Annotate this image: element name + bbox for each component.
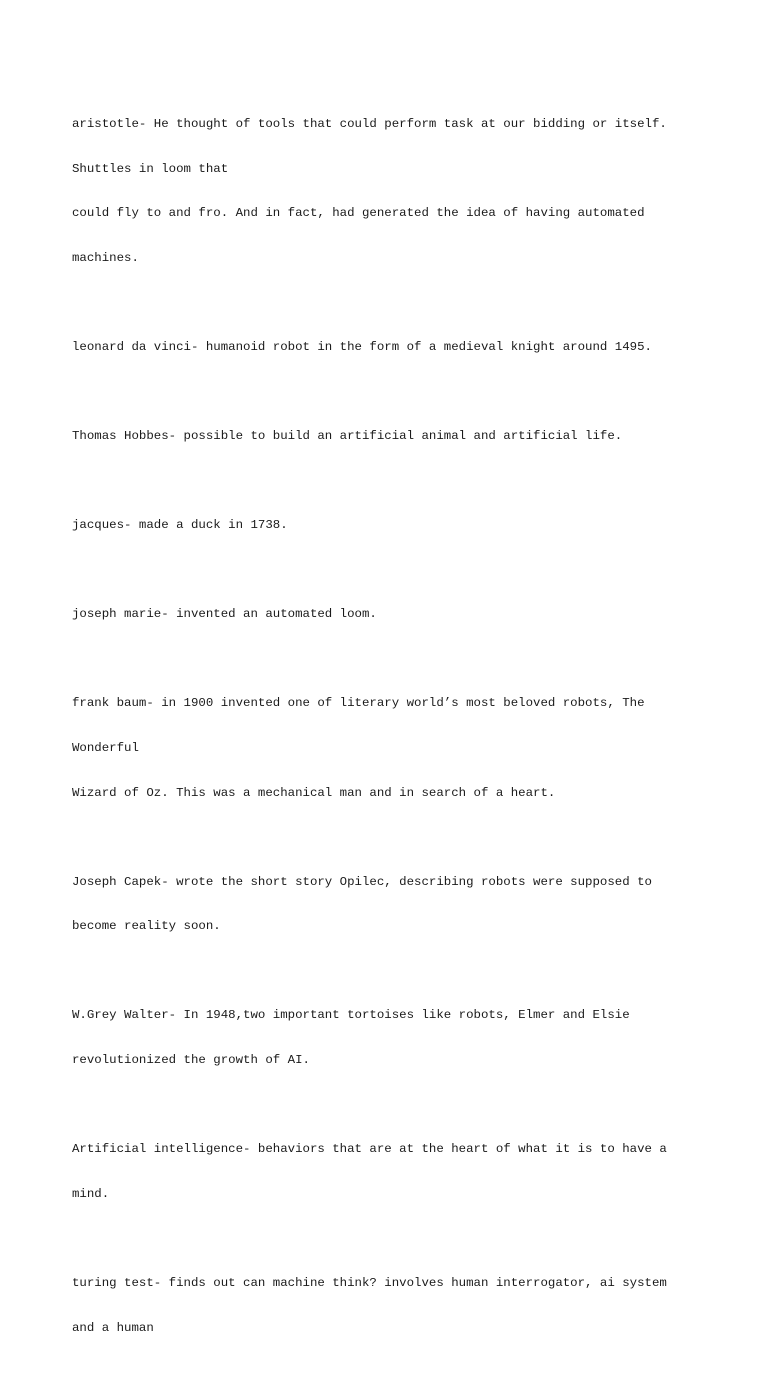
paragraph-da-vinci [72, 310, 692, 385]
text-line: Shuttles in loom that [72, 161, 229, 176]
text-line: turing test- finds out can machine think? involves human interrogator, ai system [72, 1275, 667, 1290]
text-line: Joseph Capek- wrote the short story Opilec, describing robots were supposed to [72, 874, 652, 889]
paragraph-turing-test [72, 1246, 692, 1365]
text-line: aristotle- He thought of tools that could perform task at our bidding or itself. [72, 116, 667, 131]
paragraph-aristotle [72, 87, 692, 296]
text-line: frank baum- in 1900 invented one of literary world’s most beloved robots, The [72, 696, 645, 711]
text-line: could fly to and fro. And in fact, had generated the idea of having automated [72, 206, 645, 221]
text-line: and a human [72, 1320, 154, 1335]
text-line: Thomas Hobbes- possible to build an artificial animal and artificial life. [72, 429, 623, 444]
paragraph-artificial-intelligence [72, 1112, 692, 1231]
paragraph-capek [72, 845, 692, 964]
paragraph-jacques [72, 488, 692, 563]
paragraph-joseph-marie [72, 577, 692, 652]
text-line: joseph marie- invented an automated loom. [72, 607, 377, 622]
text-line: machines. [72, 250, 139, 265]
paragraph-frank-baum [72, 666, 692, 830]
paragraph-hobbes [72, 399, 692, 474]
text-line: W.Grey Walter- In 1948,two important tortoises like robots, Elmer and Elsie [72, 1008, 630, 1023]
text-line: revolutionized the growth of AI. [72, 1053, 310, 1068]
paragraph-grey-walter [72, 979, 692, 1098]
text-line: leonard da vinci- humanoid robot in the form of a medieval knight around 1495. [72, 340, 652, 354]
text-line: Wizard of Oz. This was a mechanical man and in search of a heart. [72, 785, 556, 800]
text-line: become reality soon. [72, 919, 221, 934]
text-line: jacques- made a duck in 1738. [72, 518, 288, 533]
text-line: mind. [72, 1186, 110, 1201]
document-page [72, 87, 692, 1380]
text-line: Artificial intelligence- behaviors that are at the heart of what it is to have a [72, 1142, 667, 1157]
text-line: Wonderful [72, 740, 139, 755]
